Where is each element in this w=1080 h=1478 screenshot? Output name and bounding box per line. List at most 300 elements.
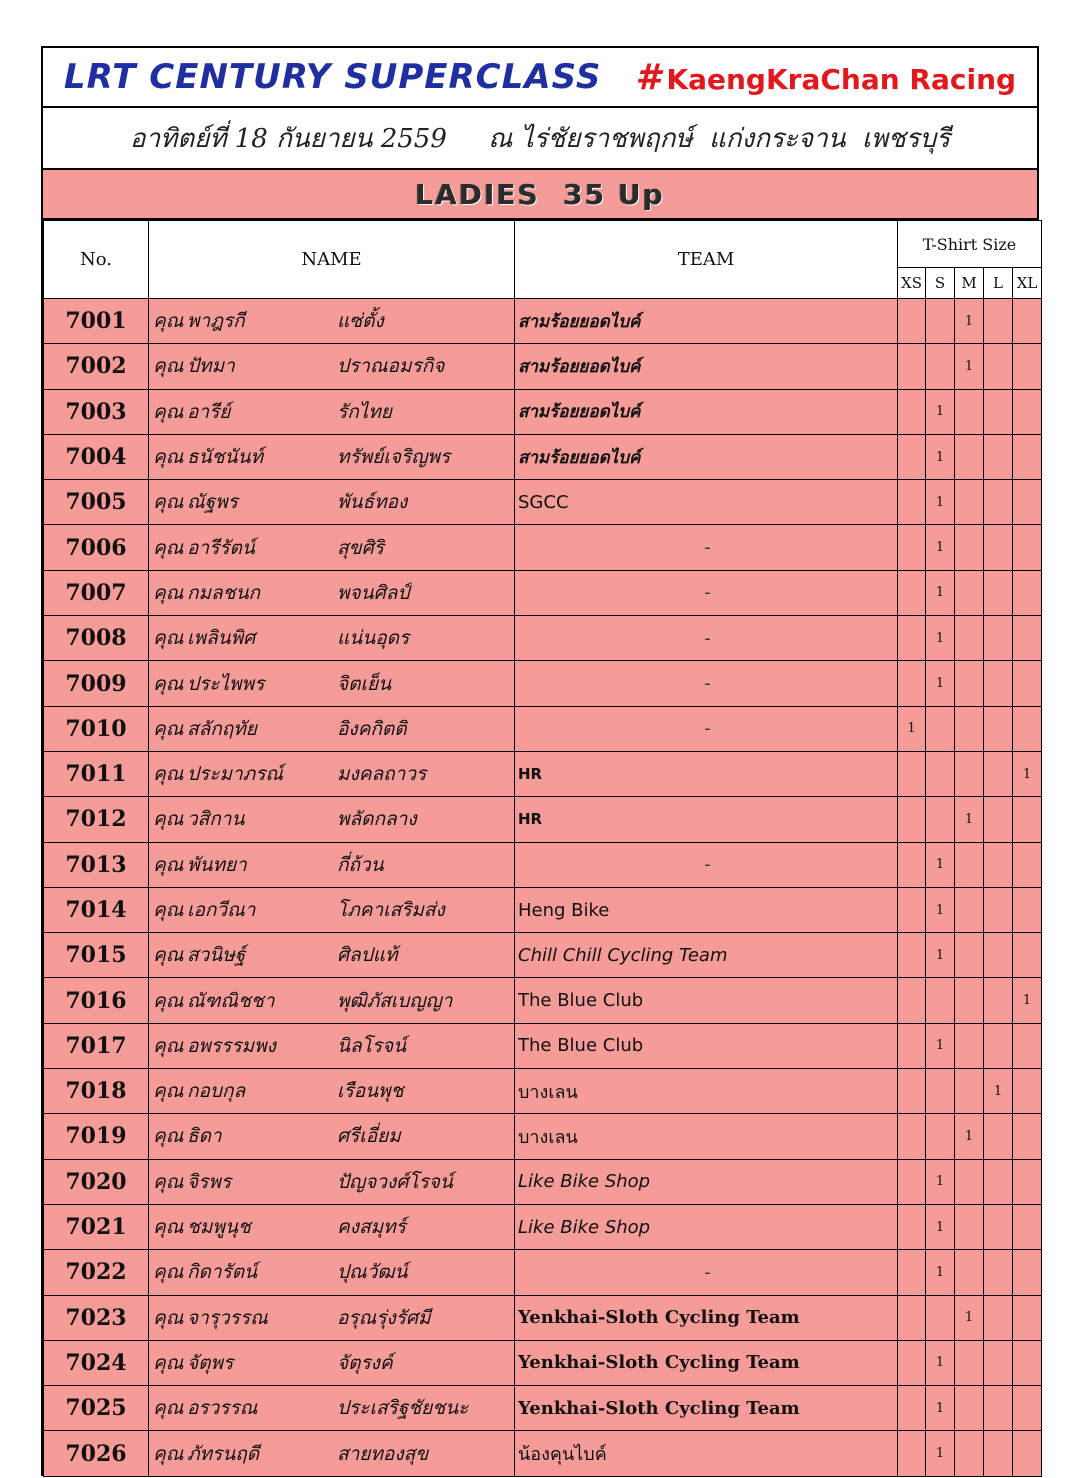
row-number: 7012 [44,797,149,842]
size-xs-count [898,887,926,932]
size-xs-count [898,842,926,887]
first-name: ธิดา [187,1125,222,1148]
name-prefix: คุณ [153,1170,184,1193]
size-s-count: 1 [926,842,955,887]
last-name: ทรัพย์เจริญพร [337,446,451,469]
row-number: 7004 [44,434,149,479]
team-name: น้องคุนไบค์ [515,1431,898,1476]
size-s-count: 1 [926,1431,955,1476]
last-name: ปราณอมรกิจ [337,355,445,378]
name-prefix: คุณ [153,1306,184,1329]
col-header-no: No. [44,221,149,299]
row-number: 7022 [44,1250,149,1295]
first-name: จารุวรรณ [187,1306,268,1329]
size-xs-count [898,616,926,661]
size-s-count: 1 [926,1386,955,1431]
name-prefix: คุณ [153,446,184,469]
hash-icon: # [635,56,661,98]
row-number: 7005 [44,480,149,525]
last-name: มงคลถาวร [337,763,427,786]
size-m-count [955,389,984,434]
name-prefix: คุณ [153,717,184,740]
size-s-count: 1 [926,1023,955,1068]
table-row [44,1159,1042,1204]
participant-name [149,1023,515,1068]
size-l-count: 1 [984,1069,1013,1114]
row-number: 7015 [44,933,149,978]
table-row [44,1204,1042,1249]
size-l-count [984,797,1013,842]
size-xs-count [898,299,926,344]
size-m-count [955,1023,984,1068]
size-l-count [984,1431,1013,1476]
last-name: เรือนพุช [337,1080,404,1103]
size-s-count: 1 [926,887,955,932]
size-l-count [984,1159,1013,1204]
first-name: จิรพร [187,1170,232,1193]
participant-name [149,389,515,434]
table-row [44,978,1042,1023]
size-xs-count [898,1295,926,1340]
row-number: 7003 [44,389,149,434]
size-xl-count [1013,525,1042,570]
last-name: ปุณวัฒน์ [337,1261,408,1284]
last-name: คงสมุทร์ [337,1216,406,1239]
first-name: ณัฑณิชชา [187,989,275,1012]
team-name: สามร้อยยอดไบค์ [515,434,898,479]
size-l-count [984,978,1013,1023]
first-name: จัตุพร [187,1351,234,1374]
team-name: - [515,525,898,570]
team-name: - [515,706,898,751]
participant-name [149,978,515,1023]
participant-name [149,842,515,887]
team-name: Like Bike Shop [515,1159,898,1204]
team-name: Yenkhai-Sloth Cycling Team [515,1295,898,1340]
first-name: กอบกุล [187,1080,246,1103]
row-number: 7025 [44,1386,149,1431]
table-row [44,480,1042,525]
name-prefix: คุณ [153,400,184,423]
team-name: HR [515,797,898,842]
name-prefix: คุณ [153,355,184,378]
first-name: สวนิษฐ์ [187,944,246,967]
registration-sheet [41,46,1039,1476]
size-xl-count [1013,1159,1042,1204]
size-s-count [926,1114,955,1159]
row-number: 7006 [44,525,149,570]
name-prefix: คุณ [153,808,184,831]
col-header-tshirt-size: T-Shirt Size [898,221,1042,268]
col-header-size-xs: XS [898,268,926,299]
table-row [44,842,1042,887]
col-header-size-m: M [955,268,984,299]
size-xs-count [898,1250,926,1295]
first-name: อารีรัตน์ [187,536,255,559]
category-heading: LADIES 35 Up [43,170,1037,220]
name-prefix: คุณ [153,1125,184,1148]
event-title: LRT CENTURY SUPERCLASS [63,57,602,97]
size-xl-count [1013,1295,1042,1340]
first-name: เพลินพิศ [187,627,256,650]
first-name: อรวรรณ [187,1397,258,1420]
name-prefix: คุณ [153,944,184,967]
participant-name [149,1431,515,1476]
name-prefix: คุณ [153,536,184,559]
col-header-size-xl: XL [1013,268,1042,299]
size-s-count: 1 [926,1159,955,1204]
name-prefix: คุณ [153,491,184,514]
row-number: 7001 [44,299,149,344]
size-s-count [926,751,955,796]
size-l-count [984,1340,1013,1385]
participant-name [149,1159,515,1204]
size-l-count [984,887,1013,932]
name-prefix: คุณ [153,310,184,333]
table-row [44,299,1042,344]
size-m-count [955,1431,984,1476]
size-m-count [955,887,984,932]
size-xl-count [1013,1386,1042,1431]
last-name: แซ่ตั้ง [337,310,384,333]
size-xl-count [1013,1340,1042,1385]
team-name: - [515,570,898,615]
size-m-count [955,706,984,751]
size-l-count [984,1114,1013,1159]
size-xl-count [1013,1023,1042,1068]
last-name: พุฒิภัสเบญญา [337,989,453,1012]
participant-name [149,933,515,978]
size-xl-count [1013,887,1042,932]
last-name: สุขศิริ [337,536,384,559]
size-m-count [955,570,984,615]
size-xl-count: 1 [1013,751,1042,796]
first-name: ประไพพร [187,672,265,695]
last-name: โภคาเสริมส่ง [337,899,445,921]
event-tag [635,57,1016,98]
last-name: พลัดกลาง [337,808,417,831]
team-name: Yenkhai-Sloth Cycling Team [515,1340,898,1385]
name-prefix: คุณ [153,627,184,650]
last-name: กี่ถ้วน [337,853,384,876]
first-name: ธนัชนันท์ [187,446,263,469]
size-m-count [955,616,984,661]
row-number: 7019 [44,1114,149,1159]
last-name: รักไทย [337,400,392,423]
size-xs-count [898,1159,926,1204]
last-name: จัตุรงค์ [337,1351,393,1374]
size-s-count: 1 [926,434,955,479]
table-row [44,933,1042,978]
team-name: สามร้อยยอดไบค์ [515,389,898,434]
first-name: สลักฤทัย [187,717,257,740]
name-prefix: คุณ [153,1080,184,1103]
size-l-count [984,1204,1013,1249]
size-l-count [984,842,1013,887]
size-m-count [955,933,984,978]
table-row [44,1114,1042,1159]
team-name: HR [515,751,898,796]
size-l-count [984,1386,1013,1431]
size-s-count [926,1295,955,1340]
size-xl-count [1013,1250,1042,1295]
row-number: 7014 [44,887,149,932]
row-number: 7020 [44,1159,149,1204]
table-row [44,887,1042,932]
team-name: The Blue Club [515,1023,898,1068]
participant-name [149,661,515,706]
row-number: 7010 [44,706,149,751]
size-xl-count [1013,661,1042,706]
team-name: Chill Chill Cycling Team [515,933,898,978]
size-xl-count [1013,480,1042,525]
size-m-count [955,434,984,479]
size-s-count: 1 [926,933,955,978]
first-name: อารีย์ [187,400,231,423]
size-s-count [926,706,955,751]
last-name: ศิลปแท้ [337,944,398,967]
size-l-count [984,434,1013,479]
participant-name [149,570,515,615]
team-name: Heng Bike [515,887,898,932]
first-name: ชมพูนุช [187,1216,251,1239]
team-name: สามร้อยยอดไบค์ [515,299,898,344]
size-s-count [926,1069,955,1114]
col-header-name: NAME [149,221,515,299]
participant-name [149,1295,515,1340]
size-xs-count [898,1431,926,1476]
size-m-count: 1 [955,299,984,344]
first-name: พาฎรกี [187,310,245,333]
size-xs-count [898,389,926,434]
size-xl-count [1013,389,1042,434]
table-row [44,434,1042,479]
last-name: สายทองสุข [337,1442,429,1465]
row-number: 7002 [44,344,149,389]
team-name: SGCC [515,480,898,525]
size-xs-count [898,797,926,842]
last-name: อรุณรุ่งรัศมี [337,1306,431,1329]
table-row [44,1069,1042,1114]
size-m-count [955,1250,984,1295]
size-m-count [955,842,984,887]
table-row [44,1250,1042,1295]
size-s-count [926,299,955,344]
name-prefix: คุณ [153,1261,184,1284]
name-prefix: คุณ [153,763,184,786]
size-s-count [926,797,955,842]
size-l-count [984,706,1013,751]
size-xs-count [898,933,926,978]
first-name: ภัทรนฤดี [187,1442,260,1465]
table-row [44,570,1042,615]
row-number: 7023 [44,1295,149,1340]
name-prefix: คุณ [153,989,184,1012]
participant-name [149,299,515,344]
size-l-count [984,299,1013,344]
first-name: วสิกาน [187,808,245,831]
size-l-count [984,480,1013,525]
event-date-location: อาทิตย์ที่ 18 กันยายน 2559 ณ ไร่ชัยราชพฤกษ์ แก่งกระจาน เพชรบุรี [43,108,1037,170]
first-name: กมลชนก [187,581,261,604]
team-name: บางเลน [515,1069,898,1114]
col-header-size-s: S [926,268,955,299]
size-l-count [984,344,1013,389]
participant-name [149,706,515,751]
size-l-count [984,389,1013,434]
participant-name [149,797,515,842]
participant-name [149,616,515,661]
size-l-count [984,616,1013,661]
last-name: จิตเย็น [337,672,392,695]
size-xs-count [898,1340,926,1385]
size-s-count: 1 [926,480,955,525]
name-prefix: คุณ [153,1442,184,1465]
size-s-count: 1 [926,616,955,661]
size-m-count [955,1069,984,1114]
table-row [44,1295,1042,1340]
size-l-count [984,525,1013,570]
row-number: 7026 [44,1431,149,1476]
row-number: 7011 [44,751,149,796]
size-m-count [955,1159,984,1204]
team-name: The Blue Club [515,978,898,1023]
size-l-count [984,751,1013,796]
row-number: 7024 [44,1340,149,1385]
first-name: กิดารัตน์ [187,1261,258,1284]
size-xl-count [1013,706,1042,751]
last-name: ประเสริฐชัยชนะ [337,1397,469,1420]
size-xl-count [1013,1114,1042,1159]
size-s-count: 1 [926,570,955,615]
row-number: 7007 [44,570,149,615]
first-name: ณัฐพร [187,491,238,514]
size-m-count: 1 [955,1114,984,1159]
size-xs-count [898,570,926,615]
size-xl-count [1013,797,1042,842]
size-xl-count [1013,1431,1042,1476]
size-xs-count: 1 [898,706,926,751]
last-name: ปัญจวงศ์โรจน์ [337,1170,453,1193]
participant-name [149,480,515,525]
last-name: แน่นอุดร [337,627,410,650]
size-m-count [955,480,984,525]
name-prefix: คุณ [153,672,184,695]
size-m-count [955,751,984,796]
row-number: 7013 [44,842,149,887]
participant-name [149,1250,515,1295]
row-number: 7021 [44,1204,149,1249]
size-xl-count [1013,434,1042,479]
table-row [44,1386,1042,1431]
size-xl-count [1013,344,1042,389]
size-xs-count [898,978,926,1023]
team-name: สามร้อยยอดไบค์ [515,344,898,389]
participant-name [149,344,515,389]
first-name: พันทยา [187,853,247,876]
first-name: เอกวีณา [187,899,256,921]
size-xl-count: 1 [1013,978,1042,1023]
table-row [44,706,1042,751]
size-m-count [955,525,984,570]
table-row [44,525,1042,570]
team-name: Like Bike Shop [515,1204,898,1249]
size-xl-count [1013,616,1042,661]
size-xs-count [898,525,926,570]
last-name: นิลโรจน์ [337,1034,407,1057]
name-prefix: คุณ [153,581,184,604]
participant-name [149,434,515,479]
size-m-count [955,1204,984,1249]
size-m-count [955,1386,984,1431]
size-l-count [984,570,1013,615]
size-s-count: 1 [926,1340,955,1385]
participant-name [149,525,515,570]
col-header-size-l: L [984,268,1013,299]
first-name: ประมาภรณ์ [187,763,284,786]
event-tag-label: KaengKraChan Racing [666,62,1017,96]
size-xs-count [898,1386,926,1431]
size-s-count: 1 [926,661,955,706]
table-row [44,1023,1042,1068]
size-xl-count [1013,570,1042,615]
row-number: 7009 [44,661,149,706]
row-number: 7018 [44,1069,149,1114]
participants-table [43,220,1042,1477]
table-row [44,1340,1042,1385]
size-m-count [955,1340,984,1385]
name-prefix: คุณ [153,853,184,876]
participant-name [149,1204,515,1249]
size-xl-count [1013,299,1042,344]
last-name: พันธ์ทอง [337,491,408,514]
size-xs-count [898,1114,926,1159]
size-l-count [984,661,1013,706]
size-l-count [984,1295,1013,1340]
size-m-count: 1 [955,344,984,389]
size-xs-count [898,1204,926,1249]
table-row [44,751,1042,796]
table-row [44,797,1042,842]
title-bar [43,48,1037,108]
col-header-team: TEAM [515,221,898,299]
row-number: 7008 [44,616,149,661]
name-prefix: คุณ [153,1397,184,1420]
team-name: - [515,842,898,887]
size-xs-count [898,751,926,796]
participant-name [149,1386,515,1431]
size-xs-count [898,434,926,479]
row-number: 7016 [44,978,149,1023]
team-name: - [515,616,898,661]
name-prefix: คุณ [153,1216,184,1239]
last-name: พจนศิลป์ [337,581,410,604]
participants-body [44,299,1042,1477]
table-row [44,389,1042,434]
size-s-count: 1 [926,1204,955,1249]
size-l-count [984,933,1013,978]
participant-name [149,887,515,932]
size-xs-count [898,1023,926,1068]
size-xs-count [898,480,926,525]
size-m-count: 1 [955,797,984,842]
participant-name [149,1340,515,1385]
size-xl-count [1013,933,1042,978]
table-row [44,616,1042,661]
participant-name [149,1114,515,1159]
size-l-count [984,1023,1013,1068]
name-prefix: คุณ [153,1034,184,1057]
